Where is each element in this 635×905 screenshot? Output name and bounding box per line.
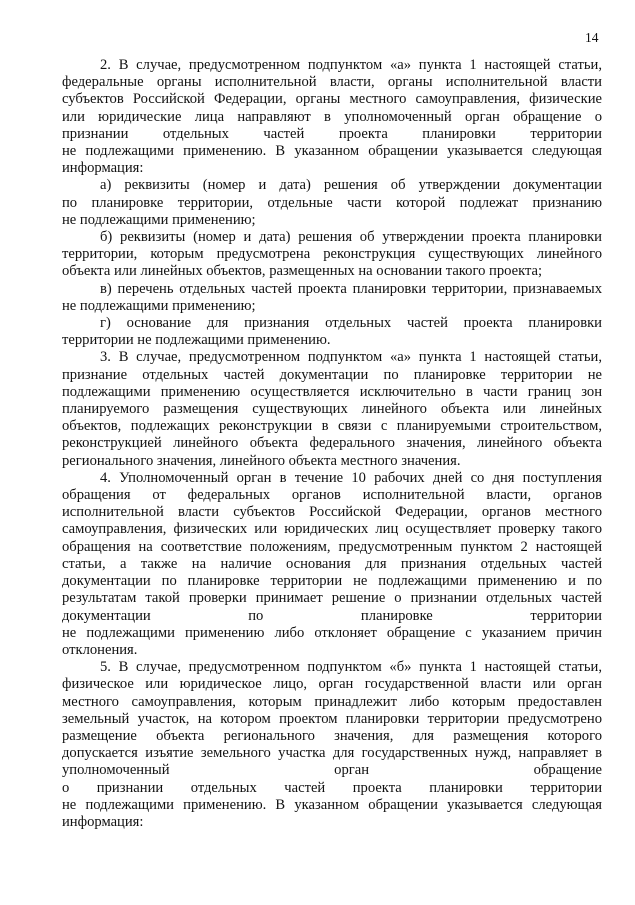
text-line: территории, которым предусмотрена реконструкция существующих линейного xyxy=(62,246,602,263)
text-line: не подлежащими применению; xyxy=(62,297,256,314)
paragraph xyxy=(62,659,602,831)
paragraph xyxy=(62,229,602,281)
text-line: информация: xyxy=(62,160,144,177)
document-body xyxy=(62,57,602,831)
text-line: документации по планировке территории xyxy=(62,607,602,624)
text-line: о признании отдельных частей проекта планировки территории xyxy=(62,779,602,796)
text-line: планируемого размещения существующих линейного объекта или линейных xyxy=(62,401,602,418)
text-line: обращения от федеральных органов исполнительной власти, органов xyxy=(62,487,602,504)
text-line: допускается изъятие земельного участка для государственных нужд, направляет в xyxy=(62,745,602,762)
text-line: подлежащими применению осуществляется исключительно в части границ зон xyxy=(62,383,602,400)
text-line: не подлежащими применению. В указанном обращении указывается следующая xyxy=(62,796,602,813)
text-line: самоуправления, физических или юридических лиц осуществляет проверку такого xyxy=(62,521,602,538)
paragraph xyxy=(62,281,602,315)
text-line: исполнительной власти субъектов Российской Федерации, органов местного xyxy=(62,504,602,521)
text-line: результатам такой проверки принимает решение о признании отдельных частей xyxy=(62,590,602,607)
text-line: признании отдельных частей проекта планировки территории xyxy=(62,125,602,142)
text-line: реконструкцией линейного объекта федерального значения, линейного объекта xyxy=(62,435,602,452)
text-line: отклонения. xyxy=(62,641,138,658)
text-line: регионального значения, линейного объекта местного значения. xyxy=(62,452,461,469)
paragraph xyxy=(62,57,602,177)
text-line: физическое или юридическое лицо, орган государственной власти или орган xyxy=(62,676,602,693)
text-line: информация: xyxy=(62,813,144,830)
paragraph xyxy=(62,470,602,659)
text-line: б) реквизиты (номер и дата) решения об утверждении проекта планировки xyxy=(100,229,602,246)
text-line: г) основание для признания отдельных частей проекта планировки xyxy=(100,315,602,332)
text-line: местного самоуправления, которым принадлежит либо которым предоставлен xyxy=(62,693,602,710)
page-number: 14 xyxy=(585,30,599,45)
text-line: субъектов Российской Федерации, органы местного самоуправления, физические xyxy=(62,91,602,108)
text-line: 4. Уполномоченный орган в течение 10 рабочих дней со дня поступления xyxy=(100,469,602,486)
text-line: не подлежащими применению либо отклоняет обращение с указанием причин xyxy=(62,624,602,641)
text-line: а) реквизиты (номер и дата) решения об утверждении документации xyxy=(100,177,602,194)
text-line: или юридические лица направляют в уполномоченный орган обращение о xyxy=(62,108,602,125)
text-line: объекта или линейных объектов, размещенных на основании такого проекта; xyxy=(62,263,543,280)
text-line: в) перечень отдельных частей проекта планировки территории, признаваемых xyxy=(100,280,602,297)
text-line: признание отдельных частей документации по планировке территории не xyxy=(62,366,602,383)
paragraph xyxy=(62,177,602,229)
text-line: уполномоченный орган обращение xyxy=(62,762,602,779)
text-line: размещение объекта регионального значения, для размещения которого xyxy=(62,727,602,744)
text-line: 5. В случае, предусмотренном подпунктом «б» пункта 1 настоящей статьи, xyxy=(100,659,602,676)
text-line: не подлежащими применению. В указанном обращении указывается следующая xyxy=(62,143,602,160)
text-line: по планировке территории, отдельные части которой подлежат признанию xyxy=(62,194,602,211)
text-line: обращения на соответствие положениям, предусмотренным пунктом 2 настоящей xyxy=(62,538,602,555)
text-line: 2. В случае, предусмотренном подпунктом «а» пункта 1 настоящей статьи, xyxy=(100,57,602,73)
paragraph xyxy=(62,349,602,469)
text-line: не подлежащими применению; xyxy=(62,211,256,228)
text-line: объектов, подлежащих реконструкции в связи с планируемыми строительством, xyxy=(62,418,602,435)
text-line: территории не подлежащими применению. xyxy=(62,332,331,349)
text-line: земельный участок, на котором проектом планировки территории предусмотрено xyxy=(62,710,602,727)
text-line: федеральные органы исполнительной власти, органы исполнительной власти xyxy=(62,74,602,91)
text-line: 3. В случае, предусмотренном подпунктом «а» пункта 1 настоящей статьи, xyxy=(100,349,602,366)
paragraph xyxy=(62,315,602,349)
text-line: статьи, а также на наличие основания для признания отдельных частей xyxy=(62,555,602,572)
text-line: документации по планировке территории не подлежащими применению и по xyxy=(62,573,602,590)
